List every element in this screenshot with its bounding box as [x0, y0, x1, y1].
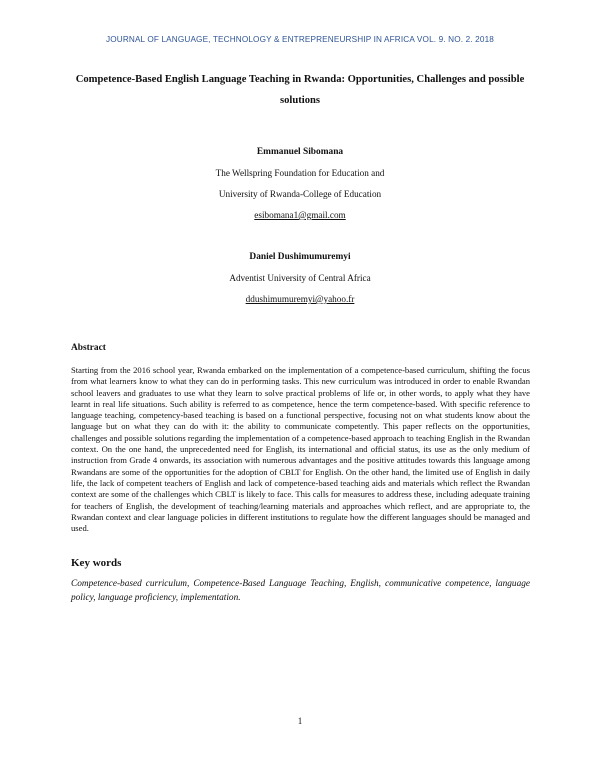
author-affiliation: Adventist University of Central Africa: [229, 273, 371, 283]
author-affiliation: The Wellspring Foundation for Education and: [215, 168, 385, 178]
author-email-row: [0, 210, 600, 220]
author-name: Daniel Dushimumuremyi: [249, 252, 351, 262]
abstract-text: Starting from the 2016 school year, Rwanda embarked on the implementation of a competence-based curriculum, shifting the focus from what learners know to what they can do in performing tasks. This new curriculum was introduced in order to enable Rwandan school leavers and graduates to use what they learn to solve practical problems of life or, in other words, to apply what they have learnt in real life situations. Such ability is referred to as competence, hence the term competence-based. With specific reference to language teaching, competency-based teaching is based on a functional perspective, focusing not on what students know about the language but on what they can do with it: the ability to communicate competently. This paper reflects on the opportunities, challenges and possible solutions regarding the implementation of a competence-based approach to teaching English in the Rwandan context. On the one hand, the unprecedented need for English, its international and official status, its use as the only medium of instruction from Grade 4 onwards, its association with numerous advantages and the positive attitudes towards this language among Rwandans are some of the opportunities for the adoption of CBLT for English. On the other hand, the limited use of English in daily life, the lack of competent teachers of English and lack of competence-based teaching aids and materials which reflect the Rwandan context are some of the challenges which CBLT is likely to face. This calls for measures to address these, including adequate training for teachers of English, the development of teaching/learning materials and approaches which reflect, and are appropriate to, the Rwandan context and clear language policies in different institutions to regulate how the different languages should be managed and used.: [71, 365, 530, 534]
abstract-heading: Abstract: [71, 343, 106, 353]
keywords-heading: Key words: [71, 557, 122, 569]
author-email-row: [0, 294, 600, 304]
author-email-link[interactable]: esibomana1@gmail.com: [254, 210, 346, 220]
author-affiliation: University of Rwanda-College of Education: [218, 189, 382, 199]
page-number: 1: [297, 716, 303, 726]
author-name: Emmanuel Sibomana: [256, 147, 344, 157]
keywords-text: Competence-based curriculum, Competence-Based Language Teaching, English, communicative competence, language policy, language proficiency, implementation.: [71, 579, 530, 603]
running-header: JOURNAL OF LANGUAGE, TECHNOLOGY & ENTREPRENEURSHIP IN AFRICA VOL. 9. NO. 2. 2018: [106, 35, 494, 44]
article-title: Competence-Based English Language Teaching in Rwanda: Opportunities, Challenges and possible solutions: [75, 74, 525, 106]
author-email-link[interactable]: ddushimumuremyi@yahoo.fr: [245, 294, 355, 304]
